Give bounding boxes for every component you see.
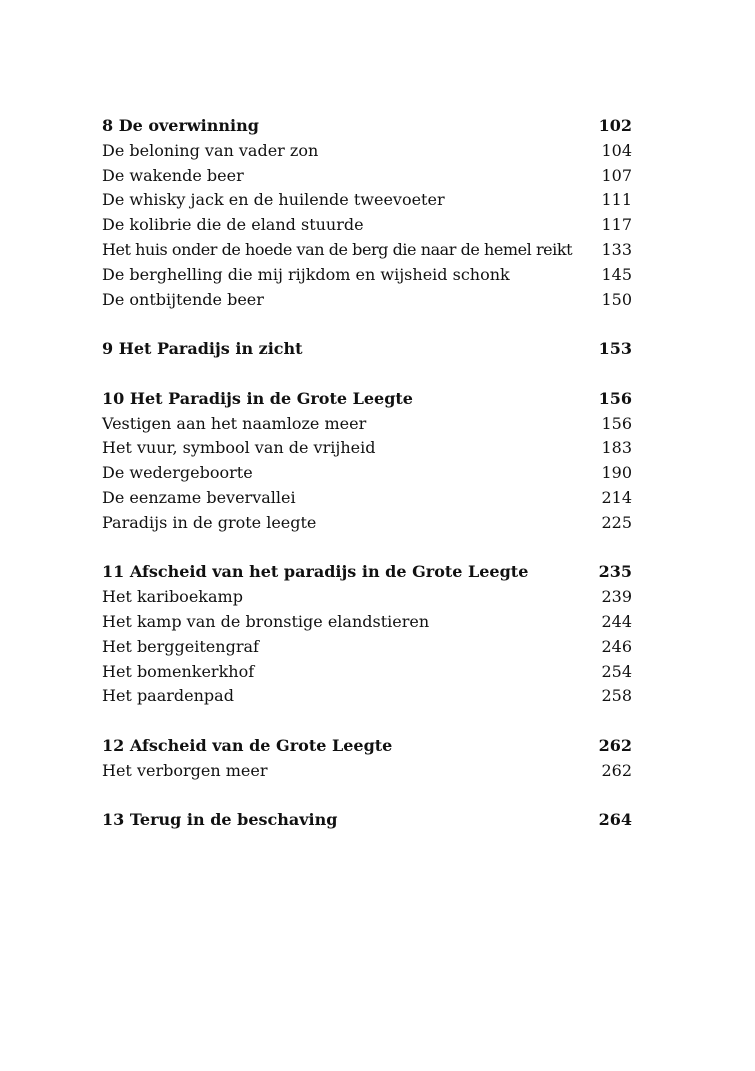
entry-title: De berghelling die mij rijkdom en wijsheid schonk bbox=[102, 264, 510, 284]
toc-entry bbox=[102, 188, 632, 213]
toc-entry bbox=[102, 486, 632, 511]
entry-title: Het bomenkerkhof bbox=[102, 661, 255, 681]
chapter-title: 9 Het Paradijs in zicht bbox=[102, 339, 303, 359]
entry-title: Het kamp van de bronstige elandstieren bbox=[102, 611, 430, 631]
page-number: 156 bbox=[598, 388, 632, 408]
entry-title: De wedergeboorte bbox=[102, 463, 253, 483]
page-number: 246 bbox=[601, 636, 632, 656]
page-number: 117 bbox=[601, 215, 632, 235]
entry-title: Het paardenpad bbox=[102, 686, 234, 706]
chapter-heading bbox=[102, 337, 632, 362]
entry-title: De beloning van vader zon bbox=[102, 140, 319, 160]
chapter-heading bbox=[102, 560, 632, 585]
page-number: 258 bbox=[601, 686, 632, 706]
page-number: 102 bbox=[598, 116, 632, 135]
toc-entry bbox=[102, 139, 632, 164]
toc-entry bbox=[102, 213, 632, 238]
chapter-title: 12 Afscheid van de Grote Leegte bbox=[102, 735, 393, 755]
page-number: 264 bbox=[598, 810, 632, 830]
toc-entry bbox=[102, 412, 632, 437]
page-number: 244 bbox=[601, 611, 632, 631]
page-number: 153 bbox=[598, 339, 632, 359]
toc-entry bbox=[102, 610, 632, 635]
entry-title: Het huis onder de hoede van de berg die naar de hemel reikt bbox=[102, 239, 573, 259]
entry-title: Het kariboekamp bbox=[102, 587, 243, 607]
chapter-title: 8 De overwinning bbox=[102, 116, 259, 135]
page-number: 235 bbox=[598, 562, 632, 582]
chapter-title: 11 Afscheid van het paradijs in de Grote Leegte bbox=[102, 562, 529, 582]
toc-entry bbox=[102, 684, 632, 709]
entry-title: De whisky jack en de huilende tweevoeter bbox=[102, 190, 445, 210]
page-number: 150 bbox=[601, 289, 632, 309]
page-number: 107 bbox=[601, 165, 632, 185]
toc-entry bbox=[102, 238, 632, 263]
page-number: 104 bbox=[601, 140, 632, 160]
page-number: 133 bbox=[601, 239, 632, 259]
toc-entry bbox=[102, 759, 632, 784]
page-number: 156 bbox=[601, 413, 632, 433]
entry-title: Paradijs in de grote leegte bbox=[102, 512, 317, 532]
chapter-title: 13 Terug in de beschaving bbox=[102, 810, 338, 830]
toc-entry bbox=[102, 660, 632, 685]
table-of-contents bbox=[102, 114, 632, 858]
page-number: 262 bbox=[601, 760, 632, 780]
page-number: 111 bbox=[601, 190, 632, 210]
toc-entry bbox=[102, 461, 632, 486]
entry-title: De kolibrie die de eland stuurde bbox=[102, 215, 364, 235]
page-number: 214 bbox=[601, 487, 632, 507]
toc-section-12 bbox=[102, 734, 632, 784]
chapter-title: 10 Het Paradijs in de Grote Leegte bbox=[102, 388, 413, 408]
page-number: 254 bbox=[601, 661, 632, 681]
toc-entry bbox=[102, 288, 632, 313]
toc-entry bbox=[102, 436, 632, 461]
page-number: 145 bbox=[601, 264, 632, 284]
entry-title: De ontbijtende beer bbox=[102, 289, 264, 309]
page-number: 262 bbox=[598, 735, 632, 755]
entry-title: De wakende beer bbox=[102, 165, 244, 185]
entry-title: Vestigen aan het naamloze meer bbox=[102, 413, 367, 433]
page-number: 183 bbox=[601, 438, 632, 458]
toc-section-9 bbox=[102, 337, 632, 362]
toc-entry bbox=[102, 585, 632, 610]
toc-entry bbox=[102, 263, 632, 288]
toc-entry bbox=[102, 635, 632, 660]
page-number: 239 bbox=[601, 587, 632, 607]
toc-entry bbox=[102, 511, 632, 536]
chapter-heading bbox=[102, 808, 632, 833]
toc-entry bbox=[102, 164, 632, 189]
toc-section-11 bbox=[102, 560, 632, 709]
toc-section-13 bbox=[102, 808, 632, 833]
page-number: 190 bbox=[601, 463, 632, 483]
entry-title: Het berggeitengraf bbox=[102, 636, 259, 656]
chapter-heading bbox=[102, 387, 632, 412]
entry-title: De eenzame bevervallei bbox=[102, 487, 296, 507]
entry-title: Het verborgen meer bbox=[102, 760, 268, 780]
toc-section-10 bbox=[102, 387, 632, 536]
entry-title: Het vuur, symbool van de vrijheid bbox=[102, 438, 376, 458]
page-number: 225 bbox=[601, 512, 632, 532]
chapter-heading bbox=[102, 114, 632, 139]
chapter-heading bbox=[102, 734, 632, 759]
toc-section-8 bbox=[102, 114, 632, 312]
